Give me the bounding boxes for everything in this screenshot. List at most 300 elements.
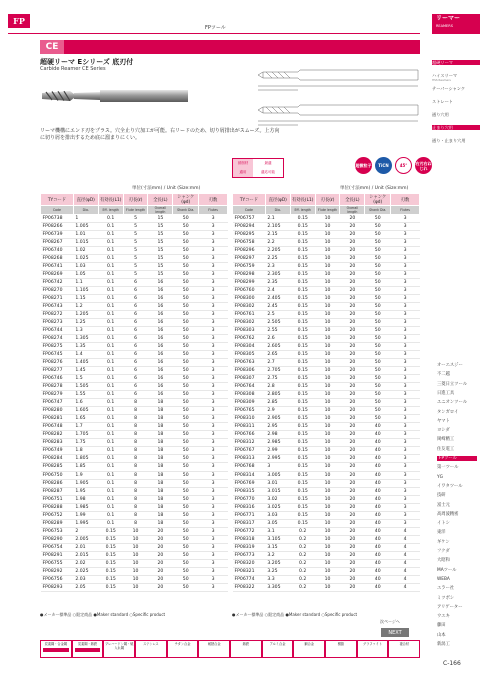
cell-flutes: 3 xyxy=(199,471,228,479)
table-row xyxy=(41,287,228,295)
table-row xyxy=(41,359,228,367)
cell-code: FP08309 xyxy=(233,399,266,407)
cell-eff: 0.1 xyxy=(98,439,123,447)
side-item[interactable] xyxy=(432,99,480,104)
side-brand-item[interactable]: フクダ xyxy=(437,549,450,554)
side-brand-item[interactable]: イトシ xyxy=(437,521,450,527)
header-divider xyxy=(8,33,420,34)
cell-flute: 6 xyxy=(123,335,148,343)
cell-eff: 0.15 xyxy=(290,431,315,439)
cell-overall: 20 xyxy=(340,519,365,527)
cell-eff: 0.1 xyxy=(98,503,123,511)
table-row xyxy=(233,327,420,335)
cell-flute: 6 xyxy=(123,319,148,327)
cell-dia: 1.905 xyxy=(73,479,98,487)
side-brand-item[interactable]: 富士元 xyxy=(437,502,450,508)
cell-dia: 2.7 xyxy=(265,359,290,367)
cell-flutes: 3 xyxy=(391,247,420,255)
table-row xyxy=(41,335,228,343)
cell-overall: 20 xyxy=(340,559,365,567)
table-row xyxy=(233,255,420,263)
col-eff: 有効長(L1) xyxy=(98,194,123,206)
cell-code: FP06764 xyxy=(233,383,266,391)
cell-overall: 20 xyxy=(340,239,365,247)
spec-table-right xyxy=(232,193,420,592)
material-label: ステンレス xyxy=(143,642,159,646)
legend-right: ●メーカー標準品 ○限定商品 ●Maker standard ○Specific product xyxy=(232,612,358,617)
side-brand-item[interactable]: 第一ツール xyxy=(437,465,459,471)
cell-overall: 20 xyxy=(340,583,365,591)
cell-flute: 10 xyxy=(315,447,340,455)
cell-dia: 2.995 xyxy=(265,455,290,463)
side-brand-item[interactable]: WEBA xyxy=(437,576,450,582)
cell-dia: 2.3 xyxy=(265,263,290,271)
cell-code: FP08282 xyxy=(41,431,74,439)
col-flutes: 刃数 xyxy=(199,194,228,206)
cell-overall: 20 xyxy=(340,535,365,543)
cell-overall: 16 xyxy=(148,335,173,343)
cell-dia: 2.45 xyxy=(265,303,290,311)
cell-code: FP06741 xyxy=(41,263,74,271)
table-row xyxy=(233,231,420,239)
material-label: 炭素鋼・合金鋼 xyxy=(44,642,67,646)
cell-shank: 50 xyxy=(365,351,391,359)
cell-dia: 1.3 xyxy=(73,327,98,335)
side-brand-item[interactable]: ギケン xyxy=(437,539,450,545)
cell-code: FP08269 xyxy=(41,271,74,279)
cell-dia: 1.8 xyxy=(73,447,98,455)
side-item[interactable] xyxy=(432,138,480,143)
cell-flutes: 3 xyxy=(199,367,228,375)
cell-dia: 1.95 xyxy=(73,487,98,495)
side-brand-item[interactable]: アリゲーター xyxy=(437,604,463,610)
table-row xyxy=(41,487,228,495)
cell-overall: 20 xyxy=(340,311,365,319)
cell-dia: 3.205 xyxy=(265,559,290,567)
cell-dia: 1.55 xyxy=(73,391,98,399)
cell-overall: 20 xyxy=(148,527,173,535)
cell-shank: 50 xyxy=(173,295,199,303)
cell-code: FP08275 xyxy=(41,343,74,351)
cell-dia: 1.995 xyxy=(73,519,98,527)
cell-flute: 8 xyxy=(123,407,148,415)
cell-flute: 6 xyxy=(123,359,148,367)
cell-flutes: 3 xyxy=(199,543,228,551)
side-brand-item[interactable]: 東洋 xyxy=(437,530,446,536)
dimension-drawing xyxy=(228,60,423,135)
cell-eff: 0.1 xyxy=(98,295,123,303)
cell-eff: 0.1 xyxy=(98,407,123,415)
cell-dia: 1.65 xyxy=(73,415,98,423)
cell-shank: 50 xyxy=(173,223,199,231)
cell-flute: 10 xyxy=(315,455,340,463)
cell-overall: 20 xyxy=(148,551,173,559)
side-brand-item[interactable]: オーエスジー xyxy=(437,363,463,368)
cell-flute: 10 xyxy=(315,543,340,551)
cell-flute: 6 xyxy=(123,391,148,399)
side-brand-item[interactable]: 住友電工 xyxy=(437,446,455,452)
cell-code: FP06743 xyxy=(41,303,74,311)
cell-shank: 40 xyxy=(365,535,391,543)
cell-overall: 15 xyxy=(148,271,173,279)
table-row xyxy=(233,551,420,559)
table-row xyxy=(41,231,228,239)
cell-flute: 10 xyxy=(315,335,340,343)
cell-shank: 50 xyxy=(365,391,391,399)
side-brand-item[interactable]: ヨシダ xyxy=(437,428,450,434)
side-brand-item[interactable]: 高周波精密 xyxy=(437,511,459,517)
cell-shank: 50 xyxy=(365,335,391,343)
side-brand-item[interactable]: YG xyxy=(437,474,443,480)
cell-overall: 20 xyxy=(148,583,173,591)
cell-code: FP06766 xyxy=(233,431,266,439)
side-brand-item[interactable]: エラー社 xyxy=(437,586,455,592)
side-brand-item[interactable]: ヤマト xyxy=(437,418,450,424)
table-row xyxy=(41,575,228,583)
cell-code: FP06742 xyxy=(41,279,74,287)
cell-eff: 0.15 xyxy=(98,535,123,543)
cell-code: FP08300 xyxy=(233,295,266,303)
cell-dia: 1.02 xyxy=(73,247,98,255)
cell-code: FP08287 xyxy=(41,487,74,495)
cell-code: FP08278 xyxy=(41,383,74,391)
cell-shank: 50 xyxy=(173,263,199,271)
cell-code: FP08315 xyxy=(233,487,266,495)
cell-code: FP06772 xyxy=(233,527,266,535)
cell-overall: 20 xyxy=(340,271,365,279)
cell-flutes: 3 xyxy=(199,279,228,287)
cell-flutes: 3 xyxy=(391,295,420,303)
side-brand-item[interactable]: 三菱日立ツール xyxy=(437,381,467,387)
side-brand-item[interactable]: 技研 xyxy=(437,493,446,499)
cell-code: FP08302 xyxy=(233,303,266,311)
table-row xyxy=(41,439,228,447)
cell-eff: 0.1 xyxy=(98,271,123,279)
cell-overall: 20 xyxy=(340,391,365,399)
side-brand-item[interactable]: MAツール xyxy=(437,567,457,573)
cell-dia: 1.9 xyxy=(73,471,98,479)
table-row xyxy=(41,351,228,359)
cell-shank: 50 xyxy=(173,439,199,447)
cell-shank: 50 xyxy=(173,343,199,351)
cell-dia: 2.105 xyxy=(265,223,290,231)
side-brand-item[interactable]: FPツール xyxy=(437,456,477,461)
cell-code: FP08303 xyxy=(233,327,266,335)
table-row xyxy=(41,367,228,375)
table-row xyxy=(233,503,420,511)
legend-value: 最適 xyxy=(264,161,272,165)
cell-code: FP08291 xyxy=(41,551,74,559)
cell-flutes: 4 xyxy=(391,559,420,567)
cell-dia: 2.405 xyxy=(265,295,290,303)
cell-shank: 50 xyxy=(365,399,391,407)
cell-shank: 40 xyxy=(365,575,391,583)
cell-shank: 50 xyxy=(173,479,199,487)
cell-dia: 2.605 xyxy=(265,343,290,351)
cell-code: FP08320 xyxy=(233,559,266,567)
cell-eff: 0.15 xyxy=(290,255,315,263)
cell-code: FP06773 xyxy=(233,551,266,559)
cell-overall: 16 xyxy=(148,327,173,335)
side-item-label: ハイスリーマ xyxy=(432,73,458,78)
cell-eff: 0.2 xyxy=(290,551,315,559)
table-row xyxy=(41,279,228,287)
table-row xyxy=(41,415,228,423)
table-row xyxy=(41,431,228,439)
cell-flutes: 3 xyxy=(391,415,420,423)
cell-overall: 18 xyxy=(148,503,173,511)
cell-overall: 20 xyxy=(340,247,365,255)
cell-overall: 18 xyxy=(148,415,173,423)
cell-flutes: 3 xyxy=(391,327,420,335)
cell-shank: 50 xyxy=(365,343,391,351)
cell-dia: 2.505 xyxy=(265,319,290,327)
cell-flute: 10 xyxy=(315,399,340,407)
side-brand-item[interactable]: ミツボシ xyxy=(437,595,455,601)
cell-dia: 1.4 xyxy=(73,351,98,359)
cell-overall: 18 xyxy=(148,439,173,447)
cell-dia: 1.7 xyxy=(73,423,98,431)
cell-shank: 50 xyxy=(365,375,391,383)
cell-eff: 0.1 xyxy=(98,311,123,319)
cell-flute: 8 xyxy=(123,455,148,463)
table-row xyxy=(233,279,420,287)
cell-shank: 50 xyxy=(173,279,199,287)
cell-flute: 8 xyxy=(123,487,148,495)
cell-eff: 0.15 xyxy=(290,319,315,327)
side-item[interactable] xyxy=(432,73,480,83)
cell-shank: 40 xyxy=(365,471,391,479)
cell-code: FP06751 xyxy=(41,495,74,503)
cell-shank: 50 xyxy=(365,311,391,319)
cell-flute: 8 xyxy=(123,431,148,439)
cell-overall: 20 xyxy=(340,319,365,327)
side-brand-item[interactable]: タンガロイ xyxy=(437,409,459,415)
spec-table-left xyxy=(40,193,228,592)
cell-flutes: 3 xyxy=(391,463,420,471)
cell-flute: 8 xyxy=(123,399,148,407)
side-item[interactable] xyxy=(432,60,480,65)
cell-flute: 6 xyxy=(123,343,148,351)
cell-eff: 0.15 xyxy=(290,295,315,303)
cell-flute: 8 xyxy=(123,503,148,511)
cell-code: FP08308 xyxy=(233,391,266,399)
cell-dia: 2.6 xyxy=(265,335,290,343)
cell-shank: 50 xyxy=(173,351,199,359)
cell-overall: 20 xyxy=(340,487,365,495)
side-brand-item[interactable]: 不二越 xyxy=(437,372,450,378)
table-row xyxy=(41,471,228,479)
cell-flutes: 3 xyxy=(199,335,228,343)
cell-flutes: 3 xyxy=(391,447,420,455)
side-brand-item[interactable]: 大昭和 xyxy=(437,558,450,564)
cell-code: FP08306 xyxy=(233,367,266,375)
cell-flutes: 3 xyxy=(199,231,228,239)
table-row xyxy=(41,407,228,415)
cell-shank: 50 xyxy=(173,535,199,543)
cell-overall: 20 xyxy=(340,415,365,423)
cell-shank: 50 xyxy=(365,319,391,327)
cell-eff: 0.2 xyxy=(290,583,315,591)
table-row xyxy=(41,423,228,431)
cell-flute: 5 xyxy=(123,271,148,279)
table-row xyxy=(233,343,420,351)
cell-overall: 20 xyxy=(148,559,173,567)
sub-flutes: Flutes xyxy=(391,206,420,215)
cell-overall: 18 xyxy=(148,399,173,407)
side-item[interactable] xyxy=(432,125,480,130)
cell-flutes: 3 xyxy=(391,263,420,271)
cell-eff: 0.15 xyxy=(290,407,315,415)
cell-overall: 18 xyxy=(148,495,173,503)
cell-flute: 10 xyxy=(315,511,340,519)
cell-eff: 0.15 xyxy=(290,463,315,471)
cell-overall: 20 xyxy=(340,359,365,367)
cell-dia: 2.75 xyxy=(265,375,290,383)
table-row xyxy=(41,495,228,503)
side-brand-item[interactable]: 日進工具 xyxy=(437,390,455,396)
cell-flutes: 3 xyxy=(391,399,420,407)
side-brand-item[interactable]: ウエキ xyxy=(437,614,450,620)
cell-flutes: 3 xyxy=(199,295,228,303)
cell-dia: 2.805 xyxy=(265,391,290,399)
cell-flutes: 3 xyxy=(199,583,228,591)
table-row xyxy=(233,407,420,415)
side-brand-item[interactable]: 藤田 xyxy=(437,623,446,629)
next-button[interactable]: NEXT xyxy=(381,628,409,637)
cell-dia: 2.8 xyxy=(265,383,290,391)
table-row xyxy=(233,287,420,295)
side-brand-item[interactable]: 新潟工 xyxy=(437,642,450,647)
table-row xyxy=(233,487,420,495)
cell-eff: 0.15 xyxy=(290,279,315,287)
table-row xyxy=(233,295,420,303)
cell-dia: 2 xyxy=(73,527,98,535)
cell-code: FP06762 xyxy=(233,335,266,343)
page-number: C-166 xyxy=(443,660,461,667)
cell-flute: 10 xyxy=(315,383,340,391)
cell-shank: 50 xyxy=(173,319,199,327)
cell-flute: 10 xyxy=(123,527,148,535)
material-cell xyxy=(167,640,199,658)
cell-flutes: 3 xyxy=(391,215,420,223)
cell-overall: 20 xyxy=(340,503,365,511)
cell-dia: 2.1 xyxy=(265,215,290,223)
col-dia: 直径(φD) xyxy=(265,194,290,206)
cell-shank: 40 xyxy=(365,463,391,471)
cell-shank: 40 xyxy=(365,439,391,447)
cell-eff: 0.1 xyxy=(98,399,123,407)
cell-eff: 0.2 xyxy=(290,559,315,567)
cell-shank: 50 xyxy=(173,503,199,511)
side-brand-item[interactable]: イワタツール xyxy=(437,483,463,489)
cell-code: FP06747 xyxy=(41,399,74,407)
cell-code: FP06755 xyxy=(41,559,74,567)
col-flutes: 刃数 xyxy=(391,194,420,206)
cell-overall: 20 xyxy=(340,471,365,479)
cell-shank: 50 xyxy=(173,487,199,495)
cell-eff: 0.15 xyxy=(290,511,315,519)
cell-flute: 10 xyxy=(315,535,340,543)
table-row xyxy=(41,327,228,335)
suitability-bar xyxy=(43,648,69,652)
cell-flutes: 3 xyxy=(199,423,228,431)
side-item[interactable] xyxy=(432,112,480,117)
cell-flutes: 3 xyxy=(199,271,228,279)
side-item[interactable] xyxy=(432,86,480,91)
side-brand-item[interactable]: 岡崎精工 xyxy=(437,437,455,443)
cell-dia: 3.305 xyxy=(265,583,290,591)
side-brand-item[interactable]: 山本 xyxy=(437,632,446,638)
cell-flutes: 3 xyxy=(199,519,228,527)
cell-code: FP06765 xyxy=(233,407,266,415)
cell-code: FP08322 xyxy=(233,583,266,591)
product-title-en: Carbide Reamer CE Series xyxy=(40,66,106,72)
cell-dia: 3.15 xyxy=(265,543,290,551)
cell-flute: 5 xyxy=(123,239,148,247)
table-row xyxy=(41,271,228,279)
cell-flute: 8 xyxy=(123,519,148,527)
cell-eff: 0.15 xyxy=(290,391,315,399)
cell-flutes: 3 xyxy=(391,423,420,431)
cell-flutes: 3 xyxy=(199,255,228,263)
cell-code: FP06746 xyxy=(41,375,74,383)
cell-code: FP06769 xyxy=(233,479,266,487)
table-row xyxy=(233,319,420,327)
code-band xyxy=(40,40,420,54)
cell-shank: 50 xyxy=(173,455,199,463)
cell-overall: 16 xyxy=(148,359,173,367)
col-flute: 刃長(ℓ) xyxy=(123,194,148,206)
cell-dia: 1.98 xyxy=(73,495,98,503)
cell-eff: 0.15 xyxy=(290,231,315,239)
table-row xyxy=(41,463,228,471)
cell-eff: 0.15 xyxy=(290,447,315,455)
cell-overall: 20 xyxy=(340,215,365,223)
cell-overall: 20 xyxy=(340,407,365,415)
table-row xyxy=(233,247,420,255)
table-row xyxy=(233,303,420,311)
material-label: チタン合金 xyxy=(174,642,191,646)
side-brand-item[interactable]: ユニオンツール xyxy=(437,400,467,406)
table-row xyxy=(41,319,228,327)
cell-shank: 50 xyxy=(173,215,199,223)
cell-flutes: 3 xyxy=(391,519,420,527)
cell-dia: 1.5 xyxy=(73,375,98,383)
cell-flute: 5 xyxy=(123,223,148,231)
material-cell xyxy=(262,640,294,658)
cell-eff: 0.15 xyxy=(290,359,315,367)
sub-code: Code xyxy=(41,206,74,215)
cell-dia: 3.25 xyxy=(265,567,290,575)
cell-shank: 50 xyxy=(173,271,199,279)
cell-shank: 50 xyxy=(365,239,391,247)
cell-overall: 16 xyxy=(148,279,173,287)
cell-flute: 10 xyxy=(315,495,340,503)
cell-code: FP06758 xyxy=(233,239,266,247)
side-item-label: ストレート xyxy=(432,99,453,104)
cell-shank: 40 xyxy=(365,583,391,591)
cell-code: FP08277 xyxy=(41,367,74,375)
cell-code: FP08318 xyxy=(233,535,266,543)
cell-shank: 50 xyxy=(173,375,199,383)
cell-overall: 16 xyxy=(148,287,173,295)
cell-flute: 10 xyxy=(315,239,340,247)
cell-code: FP06745 xyxy=(41,351,74,359)
cell-code: FP06750 xyxy=(41,471,74,479)
cell-flute: 10 xyxy=(315,471,340,479)
cell-shank: 50 xyxy=(173,407,199,415)
